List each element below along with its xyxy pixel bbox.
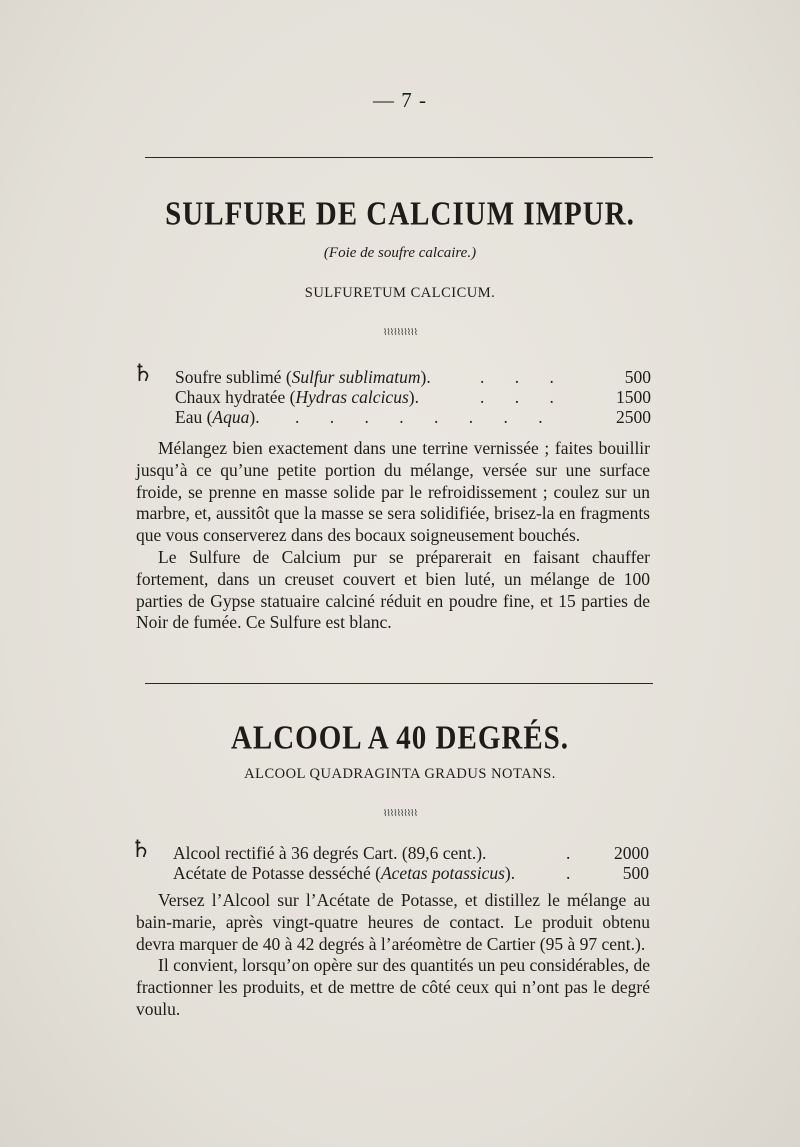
- section-divider-rule: [145, 683, 653, 684]
- section2-body: [136, 890, 650, 1021]
- section1-ingredient-1: Soufre sublimé (Sulfur sublimatum).: [175, 367, 431, 387]
- section1-ornament: ⌇⌇⌇⌇⌇⌇⌇⌇⌇⌇: [383, 327, 417, 337]
- section1-ingredient-2-qty: 1500: [616, 387, 651, 407]
- page-number: — 7 -: [373, 88, 427, 112]
- section1-paragraph-1: Mélangez bien exactement dans une terrine vernissée ; faites bouillir jusqu’à ce qu’une petite portion du mélange, versée sur une surface froide, se prenne en masse solide par le refroidissement ; coulez sur un marbre, et, aussitôt que la masse se sera solidifiée, brisez-la en fragments que vous conserverez dans des bocaux soigneusement bouchés.: [136, 438, 650, 546]
- section1-ingredient-2: Chaux hydratée (Hydras calcicus).: [175, 387, 419, 407]
- section2-paragraph-1: Versez l’Alcool sur l’Acétate de Potasse, et distillez le mélange au bain-marie, après vingt-quatre heures de contact. Le produit obtenu devra marquer de 40 à 42 degrés à l’aréomètre de Cartier (95 à 97 cent.).: [136, 890, 650, 954]
- section1-ingredient-1-dots: . . .: [480, 367, 567, 387]
- section2-ingredient-2-dots: .: [566, 863, 584, 883]
- section2-ingredient-1-qty: 2000: [614, 843, 649, 863]
- section1-title: SULFURE DE CALCIUM IMPUR.: [165, 195, 635, 233]
- section1-ingredient-2-dots: . . .: [480, 387, 567, 407]
- section2-title: ALCOOL A 40 DEGRÉS.: [230, 719, 570, 757]
- section2-recipe-symbol-icon: ♄: [130, 837, 152, 863]
- section1-ingredient-3-dots: . . . . . . . .: [295, 407, 556, 427]
- section2-ingredient-1-dots: .: [566, 843, 584, 863]
- section2-ingredient-2-qty: 500: [622, 863, 649, 883]
- top-rule: [145, 157, 653, 158]
- section1-latin-name: SULFURETUM CALCICUM.: [304, 285, 496, 301]
- section1-subtitle: (Foie de soufre calcaire.): [323, 245, 477, 261]
- section1-body: [136, 438, 650, 634]
- section2-ornament: ⌇⌇⌇⌇⌇⌇⌇⌇⌇⌇: [383, 808, 417, 818]
- section1-ingredient-3-qty: 2500: [616, 407, 651, 427]
- section1-paragraph-2: Le Sulfure de Calcium pur se préparerait en faisant chauffer fortement, dans un creuset couvert et bien luté, un mélange de 100 parties de Gypse statuaire calciné réduit en poudre fine, et 15 parties de Noir de fumée. Ce Sulfure est blanc.: [136, 546, 650, 633]
- section2-ingredient-1: Alcool rectifié à 36 degrés Cart. (89,6 cent.).: [173, 843, 487, 863]
- section1-ingredient-3: Eau (Aqua).: [175, 407, 260, 427]
- section1-ingredient-1-qty: 500: [624, 367, 651, 387]
- section2-latin-name: ALCOOL QUADRAGINTA GRADUS NOTANS.: [244, 766, 556, 782]
- section1-recipe-symbol-icon: ♄: [132, 361, 154, 387]
- section2-paragraph-2: Il convient, lorsqu’on opère sur des quantités un peu considérables, de fractionner les produits, et de mettre de côté ceux qui n’ont pas le degré voulu.: [136, 955, 650, 1019]
- section2-ingredient-2: Acétate de Potasse desséché (Acetas potassicus).: [173, 863, 516, 883]
